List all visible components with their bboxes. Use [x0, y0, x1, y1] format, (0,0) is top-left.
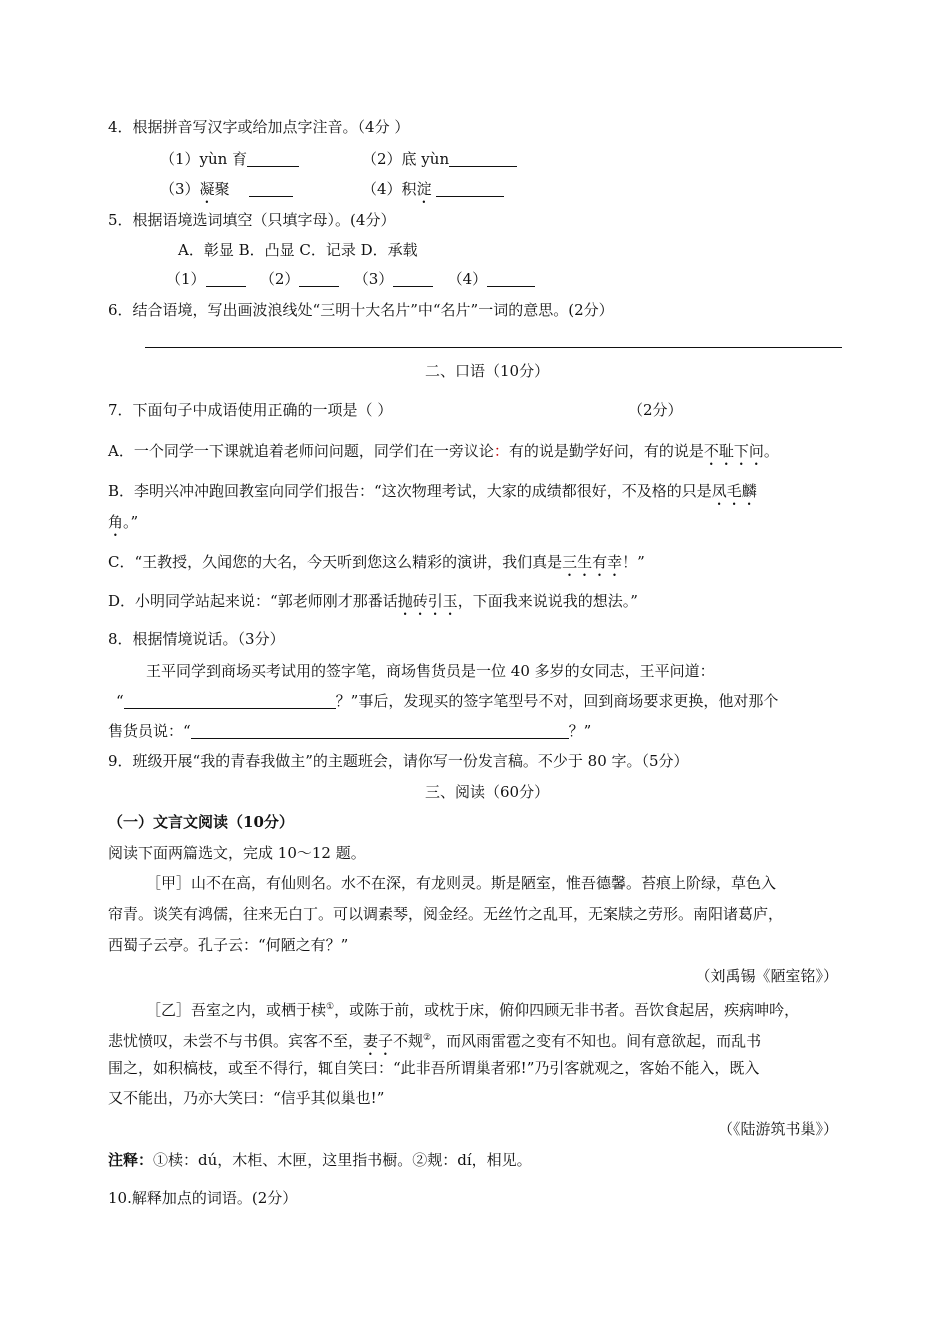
q7-title: 7．下面句子中成语使用正确的一项是（ ） — [108, 401, 393, 419]
q4-title: 4．根据拼音写汉字或给加点字注音。（4分 ） — [108, 118, 410, 136]
section-heading: 三、阅读（60分） — [425, 783, 550, 801]
answer-blank[interactable] — [206, 270, 246, 287]
answer-blank[interactable] — [436, 180, 504, 197]
q4-item2: （2）底 yùn — [362, 149, 517, 169]
passage-jia-source: （刘禹锡《陋室铭》） — [695, 967, 838, 985]
q7-option-a: A．一个同学一下课就追着老师问问题，同学们在一旁议论：有的说是勤学好问，有的说是不耻下问。 — [108, 442, 779, 460]
q9-title: 9．班级开展“我的青春我做主”的主题班会，请你写一份发言稿。不少于 80 字。（5分） — [108, 752, 689, 770]
passage-jia-line: 帘青。谈笑有鸿儒，往来无白丁。可以调素琴，阅金经。无丝竹之乱耳，无案牍之劳形。南阳诸葛庐， — [108, 905, 784, 923]
answer-blank[interactable] — [299, 270, 339, 287]
reading-subheading: （一）文言文阅读（10分） — [108, 813, 294, 831]
q8-para: 王平同学到商场买考试用的签字笔，商场售货员是一位 40 多岁的女同志，王平问道： — [146, 662, 715, 680]
passage-yi-line: 悲忧愤叹，未尝不与书俱。宾客不至，妻子不觌②，而风雨雷雹之变有不知也。间有意欲起，而乱书 — [108, 1032, 762, 1050]
answer-blank[interactable] — [191, 722, 569, 739]
reading-intro: 阅读下面两篇选文，完成 10～12 题。 — [108, 844, 366, 862]
q7-option-b: B．李明兴冲冲跑回教室向同学们报告：“这次物理考试，大家的成绩都很好，不及格的只是凤毛麟 — [108, 482, 757, 500]
q10-title: 10.解释加点的词语。(2分） — [108, 1189, 298, 1207]
q4-item3: （3）凝聚 — [160, 179, 293, 207]
answer-blank[interactable] — [249, 180, 293, 197]
passage-yi-line: 又不能出，乃亦大笑曰：“信乎其似巢也!” — [108, 1089, 385, 1107]
q8-line3: 售货员说：“ ？” — [108, 722, 592, 740]
section-heading: 二、口语（10分） — [425, 362, 550, 380]
q7-option-b-cont: 角。” — [108, 513, 139, 531]
answer-blank[interactable] — [247, 150, 299, 167]
answer-line[interactable] — [145, 347, 842, 348]
q8-title: 8．根据情境说话。（3分） — [108, 630, 285, 648]
q5-blanks: （1） （2） （3） （4） — [166, 269, 535, 289]
q4-item4: （4）积淀 — [362, 179, 504, 207]
q6-title: 6．结合语境，写出画波浪线处“三明十大名片”中“名片”一词的意思。(2分） — [108, 301, 614, 319]
answer-blank[interactable] — [487, 270, 535, 287]
q7-option-d: D．小明同学站起来说：“郭老师刚才那番话抛砖引玉，下面我来说说我的想法。” — [108, 592, 638, 610]
answer-blank[interactable] — [449, 150, 517, 167]
passage-yi-line: 围之，如积槁枝，或至不得行，辄自笑曰：“此非吾所谓巢者邪!”乃引客就观之，客始不能入，既入 — [108, 1059, 760, 1077]
passage-yi-line: ［乙］吾室之内，或栖于椟①，或陈于前，或枕于床，俯仰四顾无非书者。吾饮食起居，疾病呻吟， — [146, 1001, 800, 1019]
passage-jia-line: ［甲］山不在高，有仙则名。水不在深，有龙则灵。斯是陋室，惟吾德馨。苔痕上阶绿，草色入 — [146, 874, 777, 892]
q8-line2: “ ？”事后，发现买的签字笔型号不对，回到商场要求更换，他对那个 — [116, 692, 779, 710]
notes: 注释：①椟：dú，木柜、木匣，这里指书橱。②觌：dí，相见。 — [108, 1151, 532, 1169]
passage-yi-source: （《陆游筑书巢》） — [717, 1120, 838, 1138]
q4-item1: （1）yùn 育 — [160, 149, 299, 169]
q7-option-c: C．“王教授，久闻您的大名，今天听到您这么精彩的演讲，我们真是三生有幸！” — [108, 553, 645, 571]
passage-jia-line: 西蜀子云亭。孔子云：“何陋之有？” — [108, 936, 349, 954]
q5-options: A．彰显 B．凸显 C．记录 D．承载 — [178, 241, 418, 259]
q5-title: 5．根据语境选词填空（只填字母）。(4分） — [108, 211, 396, 229]
answer-blank[interactable] — [393, 270, 433, 287]
q7-score: （2分） — [628, 401, 683, 419]
answer-blank[interactable] — [124, 692, 336, 709]
